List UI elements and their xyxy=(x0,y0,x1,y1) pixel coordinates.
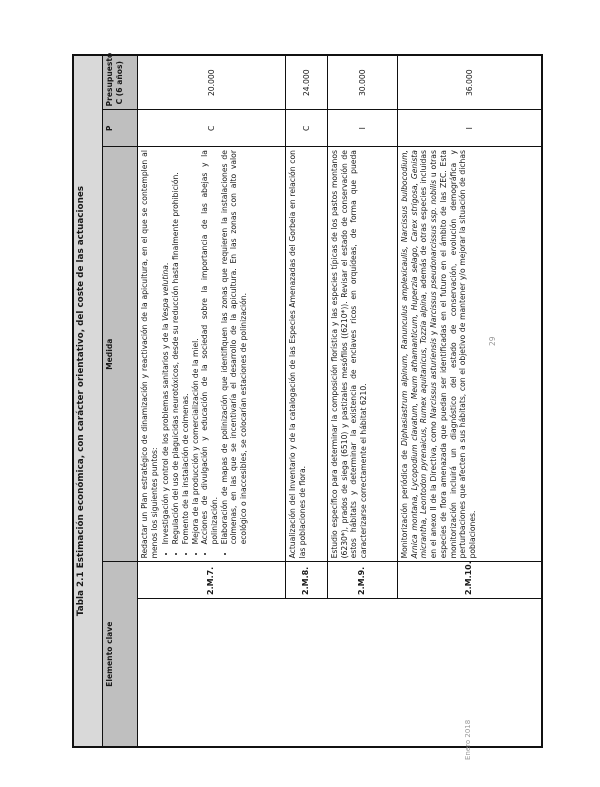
priority-value: C xyxy=(286,110,328,147)
header-medida: Medida xyxy=(103,147,138,562)
measure-description xyxy=(328,147,398,562)
priority-value: I xyxy=(328,110,398,147)
measure-text xyxy=(400,150,478,558)
elemento-clave-cell xyxy=(138,599,543,748)
text-segment: u otras especies de flora amenazada que puedan ser identificadas en el futuro en el ámbito de las ZEC. Esta monitorización incluirá un diagnóstico del estado de conservación, evolución demográfica y perturbaciones que afecten a sus hábitats, con el objetivo de mantener y/o mejorar la situación de dichas poblaciones. xyxy=(429,150,478,559)
list-item: • Fomento de la instalación de colmenas. xyxy=(181,150,191,544)
measure-description xyxy=(286,147,328,562)
table-title: Tabla 2.1 Estimación económica, con carácter orientativo, del coste de las actuaciones xyxy=(73,55,103,747)
text-segment: Monitorización periódica de xyxy=(400,445,409,559)
list-item: • Acciones de divulgación y educación de la sociedad sobre la importancia de las abejas y la polinización. xyxy=(200,150,219,544)
measure-description xyxy=(398,147,543,562)
budget-value: 30.000 xyxy=(328,55,398,110)
list-item: • Regulación del uso de plaguicidas neurotóxicos, desde su reducción hasta finalmente prohibición. xyxy=(171,150,181,544)
priority-value: I xyxy=(398,110,543,147)
page-number: 29 xyxy=(488,336,497,346)
cost-estimate-table xyxy=(72,54,543,748)
species-names: Diphasiastrum alpinum, Ranunculus amplexicaulis, Narcissus bulbocodium, Arnica montana, Lycopodium clavatum, Meum athamanticum, Huperzia selago, Carex strigosa, Genista micrantha, Leontodon pyrenaicus, Rumex aquitanicus, Tozzia alpina xyxy=(400,150,429,559)
measure-code: 2.M.7. xyxy=(138,562,286,599)
bullet-text-end: . xyxy=(161,262,171,266)
text-segment: , además de otras especies incluidas en el anexo II de la Directiva, como xyxy=(419,150,439,559)
measure-bullet-list xyxy=(161,150,248,558)
list-item: • Mejora de la producción y comercialización de la miel. xyxy=(191,150,201,544)
list-item xyxy=(161,150,171,544)
bullet-italic: Vespa velutina xyxy=(161,265,171,321)
header-presupuesto: Presupuesto C (6 años) xyxy=(103,55,138,110)
measure-intro: Redactar un Plan estratégico de dinamización y reactivación de la apicultura, en el que se contemplen al menos los siguientes puntos: xyxy=(140,150,159,559)
table-title-row xyxy=(73,55,103,747)
measure-code: 2.M.8. xyxy=(286,562,328,599)
table-row xyxy=(138,55,286,747)
measure-text: Estudio específico para determinar la composición florística y las especies típicas de los pastos montanos (6230*), prados de siega (6510) y pastizales mesófilos ((6210*)). Revisar el estado de conservación de estos hábitats y determinar la existencia de enclaves ricos en orquídeas, de forma que pueda caracterizarse correctamente el hábitat 6210. xyxy=(330,150,369,559)
measure-text: Actualización del Inventario y de la catalogación de las Especies Amenazadas del Gorbeia en relación con las poblaciones de flora. xyxy=(288,150,307,559)
header-p: P xyxy=(103,110,138,147)
measure-description xyxy=(138,147,286,562)
text-segment: y xyxy=(429,327,439,339)
side-margin xyxy=(48,56,72,748)
table-header-row xyxy=(103,55,138,747)
bullet-text: Investigación y control de los problemas sanitarios y de la xyxy=(161,321,171,545)
species-name: Narcissus asturiensis xyxy=(429,338,439,419)
list-item: • Elaboración de mapas de polinización que identifiquen las zonas que requieren la instalaciones de colmenas, en las que se incentivaría el desarrollo de la apicultura. En las zonas con alto valor ecológico o inaccesibles, se colocarían estaciones de polinización. xyxy=(220,150,249,544)
species-name: Narcissus pseudonarcissus ssp. nobilis xyxy=(429,179,439,328)
priority-value: C xyxy=(138,110,286,147)
rotated-page-content xyxy=(72,54,543,748)
budget-value: 36.000 xyxy=(398,55,543,110)
footer-date: Enero 2018 xyxy=(464,719,472,760)
budget-value: 24.000 xyxy=(286,55,328,110)
measure-code: 2.M.9. xyxy=(328,562,398,599)
header-elemento-clave: Elemento clave xyxy=(103,562,138,747)
measure-code: 2.M.10. xyxy=(398,562,543,599)
budget-value: 20.000 xyxy=(138,55,286,110)
